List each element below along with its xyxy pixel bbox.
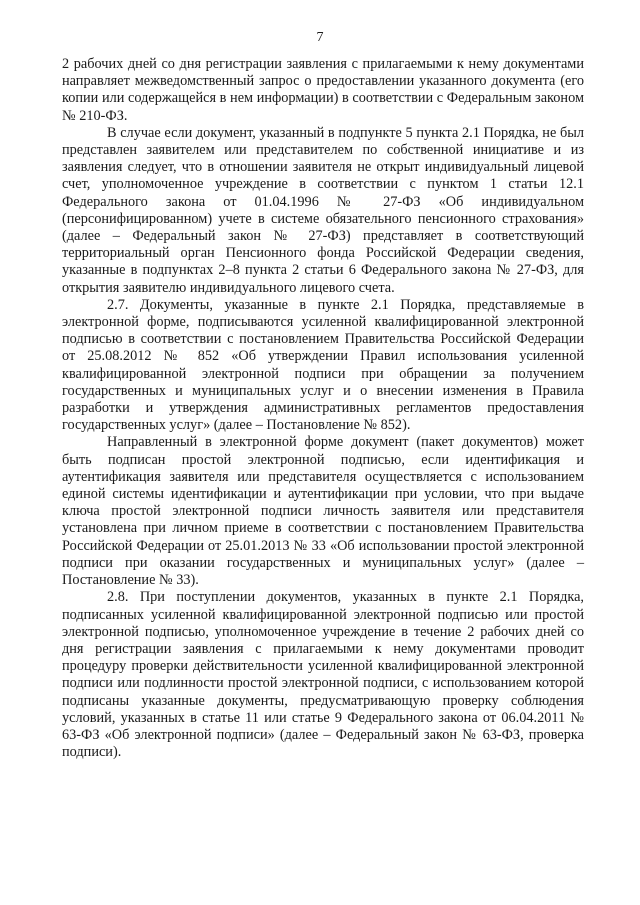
document-body [62, 56, 584, 761]
paragraph-2-8: 2.8. При поступлении документов, указанных в пункте 2.1 Порядка, подписанных усиленной квалифицированной электронной подписью или простой электронной подписью, уполномоченное учреждение в течение 2 рабочих дней со дня регистрации заявления с прилагаемыми к нему документами проводит процедуру проверки действительности усиленной квалифицированной электронной подписи или подлинности простой электронной подписи, с использованием которой подписаны указанные документы, предусматривающую проверку соблюдения условий, указанных в статье 11 или статье 9 Федерального закона от 06.04.2011 № 63-ФЗ «Об электронной подписи» (далее – Федеральный закон № 63-ФЗ, проверка подписи). [62, 589, 584, 761]
paragraph-continuation: 2 рабочих дней со дня регистрации заявления с прилагаемыми к нему документами направляет межведомственный запрос о предоставлении указанного документа (его копии или содержащейся в нем информации) в соответствии с Федеральным законом № 210-ФЗ. [62, 56, 584, 124]
paragraph-simple-signature: Направленный в электронной форме документ (пакет документов) может быть подписан простой электронной подписью, если идентификация и аутентификация заявителя или представителя осуществляется с использованием единой системы идентификации и аутентификации при условии, что при выдаче ключа простой электронной подписи личность заявителя или представителя установлена при личном приеме в соответствии с постановлением Правительства Российской Федерации от 25.01.2013 № 33 «Об использовании простой электронной подписи при оказании государственных и муниципальных услуг» (далее – Постановление № 33). [62, 434, 584, 589]
page-number: 7 [316, 30, 324, 45]
paragraph-2-7: 2.7. Документы, указанные в пункте 2.1 Порядка, представляемые в электронной форме, подписываются усиленной квалифицированной электронной подписью в соответствии с постановлением Правительства Российской Федерации от 25.08.2012 № 852 «Об утверждении Правил использования усиленной квалифицированной электронной подписи при обращении за получением государственных и муниципальных услуг и о внесении изменения в Правила разработки и утверждения административных регламентов предоставления государственных услуг» (далее – Постановление № 852). [62, 296, 584, 434]
paragraph-individual-account: В случае если документ, указанный в подпункте 5 пункта 2.1 Порядка, не был представлен заявителем или представителем по собственной инициативе и из заявления следует, что в отношении заявителя не открыт индивидуальный лицевой счет, уполномоченное учреждение в соответствии с пунктом 1 статьи 12.1 Федерального закона от 01.04.1996 № 27-ФЗ «Об индивидуальном (персонифицированном) учете в системе обязательного пенсионного страхования» (далее – Федеральный закон № 27-ФЗ) представляет в соответствующий территориальный орган Пенсионного фонда Российской Федерации сведения, указанные в подпунктах 2–8 пункта 2 статьи 6 Федерального закона № 27-ФЗ, для открытия заявителю индивидуального лицевого счета. [62, 124, 584, 296]
